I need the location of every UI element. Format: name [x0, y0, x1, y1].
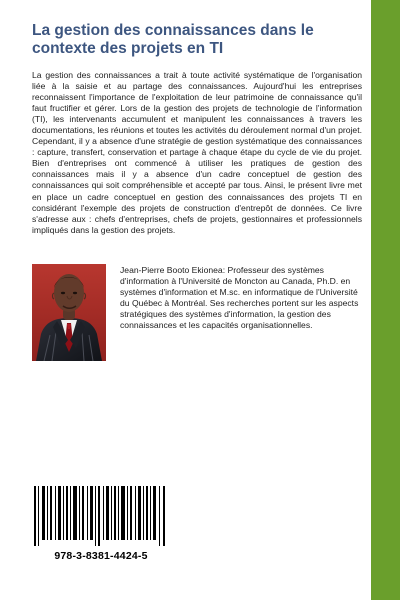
book-title: La gestion des connaissances dans le contexte des projets en TI	[32, 22, 314, 57]
barcode-icon	[34, 486, 168, 546]
book-description: La gestion des connaissances a trait à toute activité systématique de l'organisation liée à la saisie et au partage des connaissances. Aujourd'hui les entreprises reconnaissent l'importance de l'exploitation de leur patrimoine de connaissance qu'il faut fructifier et gérer. Lors de la gestion des projets de technologie de l'information (TI), les intervenants accumulent et manipulent les connaissances à travers les documentations, les réunions et toutes les activités du déroulement normal d'un projet. Cependant, il y a absence d'une stratégie de gestion systématique des connaissances : capture, transfert, conservation et partage à chaque étape du cycle de vie du projet. Bien d'entreprises ont commencé à utiliser les pratiques de gestion des connaissances mais il y a absence d'un cadre conceptuel de gestion des connaissances qui soit compréhensible et accepté par tous. Ainsi, le présent livre met en place un cadre conceptuel en gestion des connaissances des projets TI en considérant l'exemple des projets de construction d'entrepôt de données. Ce livre s'adresse aux : chefs d'entreprises, chefs de projets, gestionnaires et professionnels impliqués dans la gestion des projets.	[32, 70, 362, 235]
author-biography: Jean-Pierre Booto Ekionea: Professeur des systèmes d'information à l'Université de Moncton au Canada, Ph.D. en systèmes d'information et M.sc. en informatique de l'Université du Québec à Montréal. Ses recherches portent sur les aspects stratégiques des systèmes d'information, la gestion des connaissances et les capacités organisationnelles.	[120, 265, 359, 331]
author-photo	[32, 264, 106, 361]
green-accent-strip	[371, 0, 400, 600]
isbn-barcode	[34, 486, 168, 570]
isbn-number: 978-3-8381-4424-5	[54, 550, 148, 562]
